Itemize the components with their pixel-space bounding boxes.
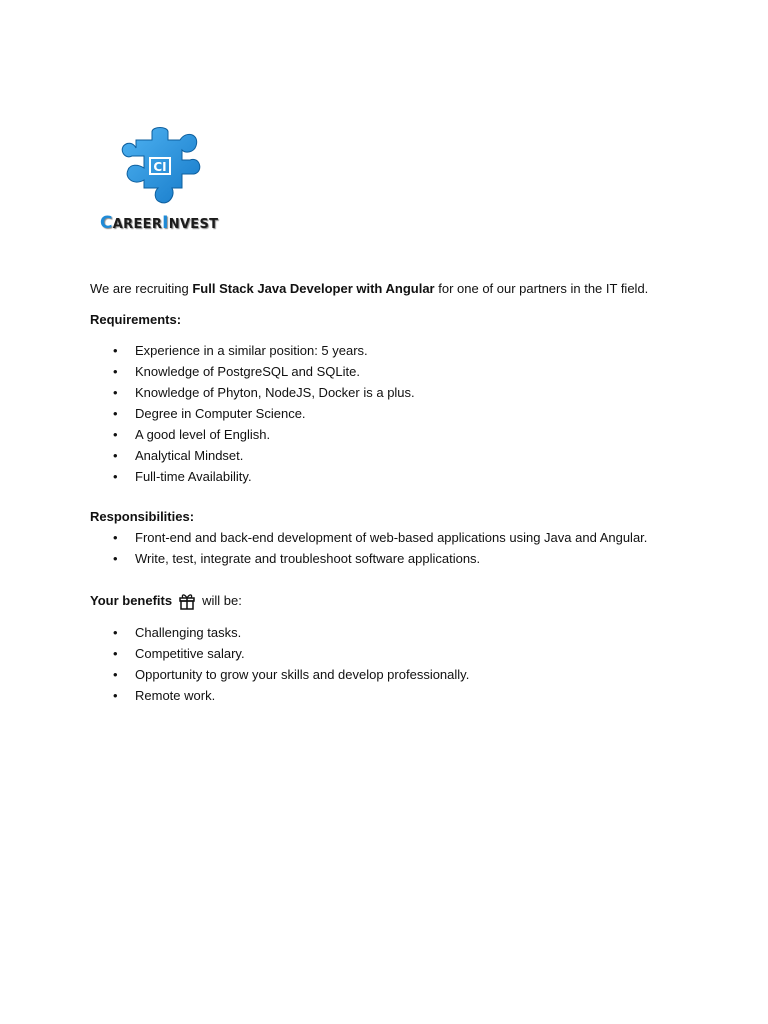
puzzle-piece-icon <box>116 126 204 212</box>
list-item: • Experience in a similar position: 5 years. <box>113 343 368 358</box>
logo-wordmark: CAREERINVEST <box>100 213 219 233</box>
intro-paragraph: We are recruiting Full Stack Java Developer with Angular for one of our partners in the IT field. <box>90 281 649 296</box>
list-item: • Full-time Availability. <box>113 469 252 484</box>
list-item: • Remote work. <box>113 688 216 703</box>
list-item: • Write, test, integrate and troubleshoot software applications. <box>113 551 481 566</box>
list-item: • Analytical Mindset. <box>113 448 244 463</box>
benefits-list <box>90 622 730 706</box>
requirements-list <box>90 340 730 487</box>
responsibilities-heading: Responsibilities: <box>90 509 195 524</box>
list-item: • Challenging tasks. <box>113 625 242 640</box>
list-item: • Front-end and back-end development of web-based applications using Java and Angular. <box>113 530 648 545</box>
gift-icon <box>178 592 196 610</box>
list-item: • Competitive salary. <box>113 646 245 661</box>
list-item: • Knowledge of Phyton, NodeJS, Docker is a plus. <box>113 385 415 400</box>
list-item: • Opportunity to grow your skills and develop professionally. <box>113 667 470 682</box>
job-role: Full Stack Java Developer with Angular <box>192 281 435 296</box>
benefits-heading: Your benefits will be: <box>90 593 242 608</box>
list-item: • Knowledge of PostgreSQL and SQLite. <box>113 364 360 379</box>
career-invest-logo <box>100 126 230 238</box>
list-item: • A good level of English. <box>113 427 271 442</box>
job-posting <box>90 278 730 706</box>
list-item: • Degree in Computer Science. <box>113 406 306 421</box>
logo-emblem-text: CI <box>153 160 167 174</box>
requirements-heading: Requirements: <box>90 312 182 327</box>
responsibilities-list <box>90 527 730 569</box>
